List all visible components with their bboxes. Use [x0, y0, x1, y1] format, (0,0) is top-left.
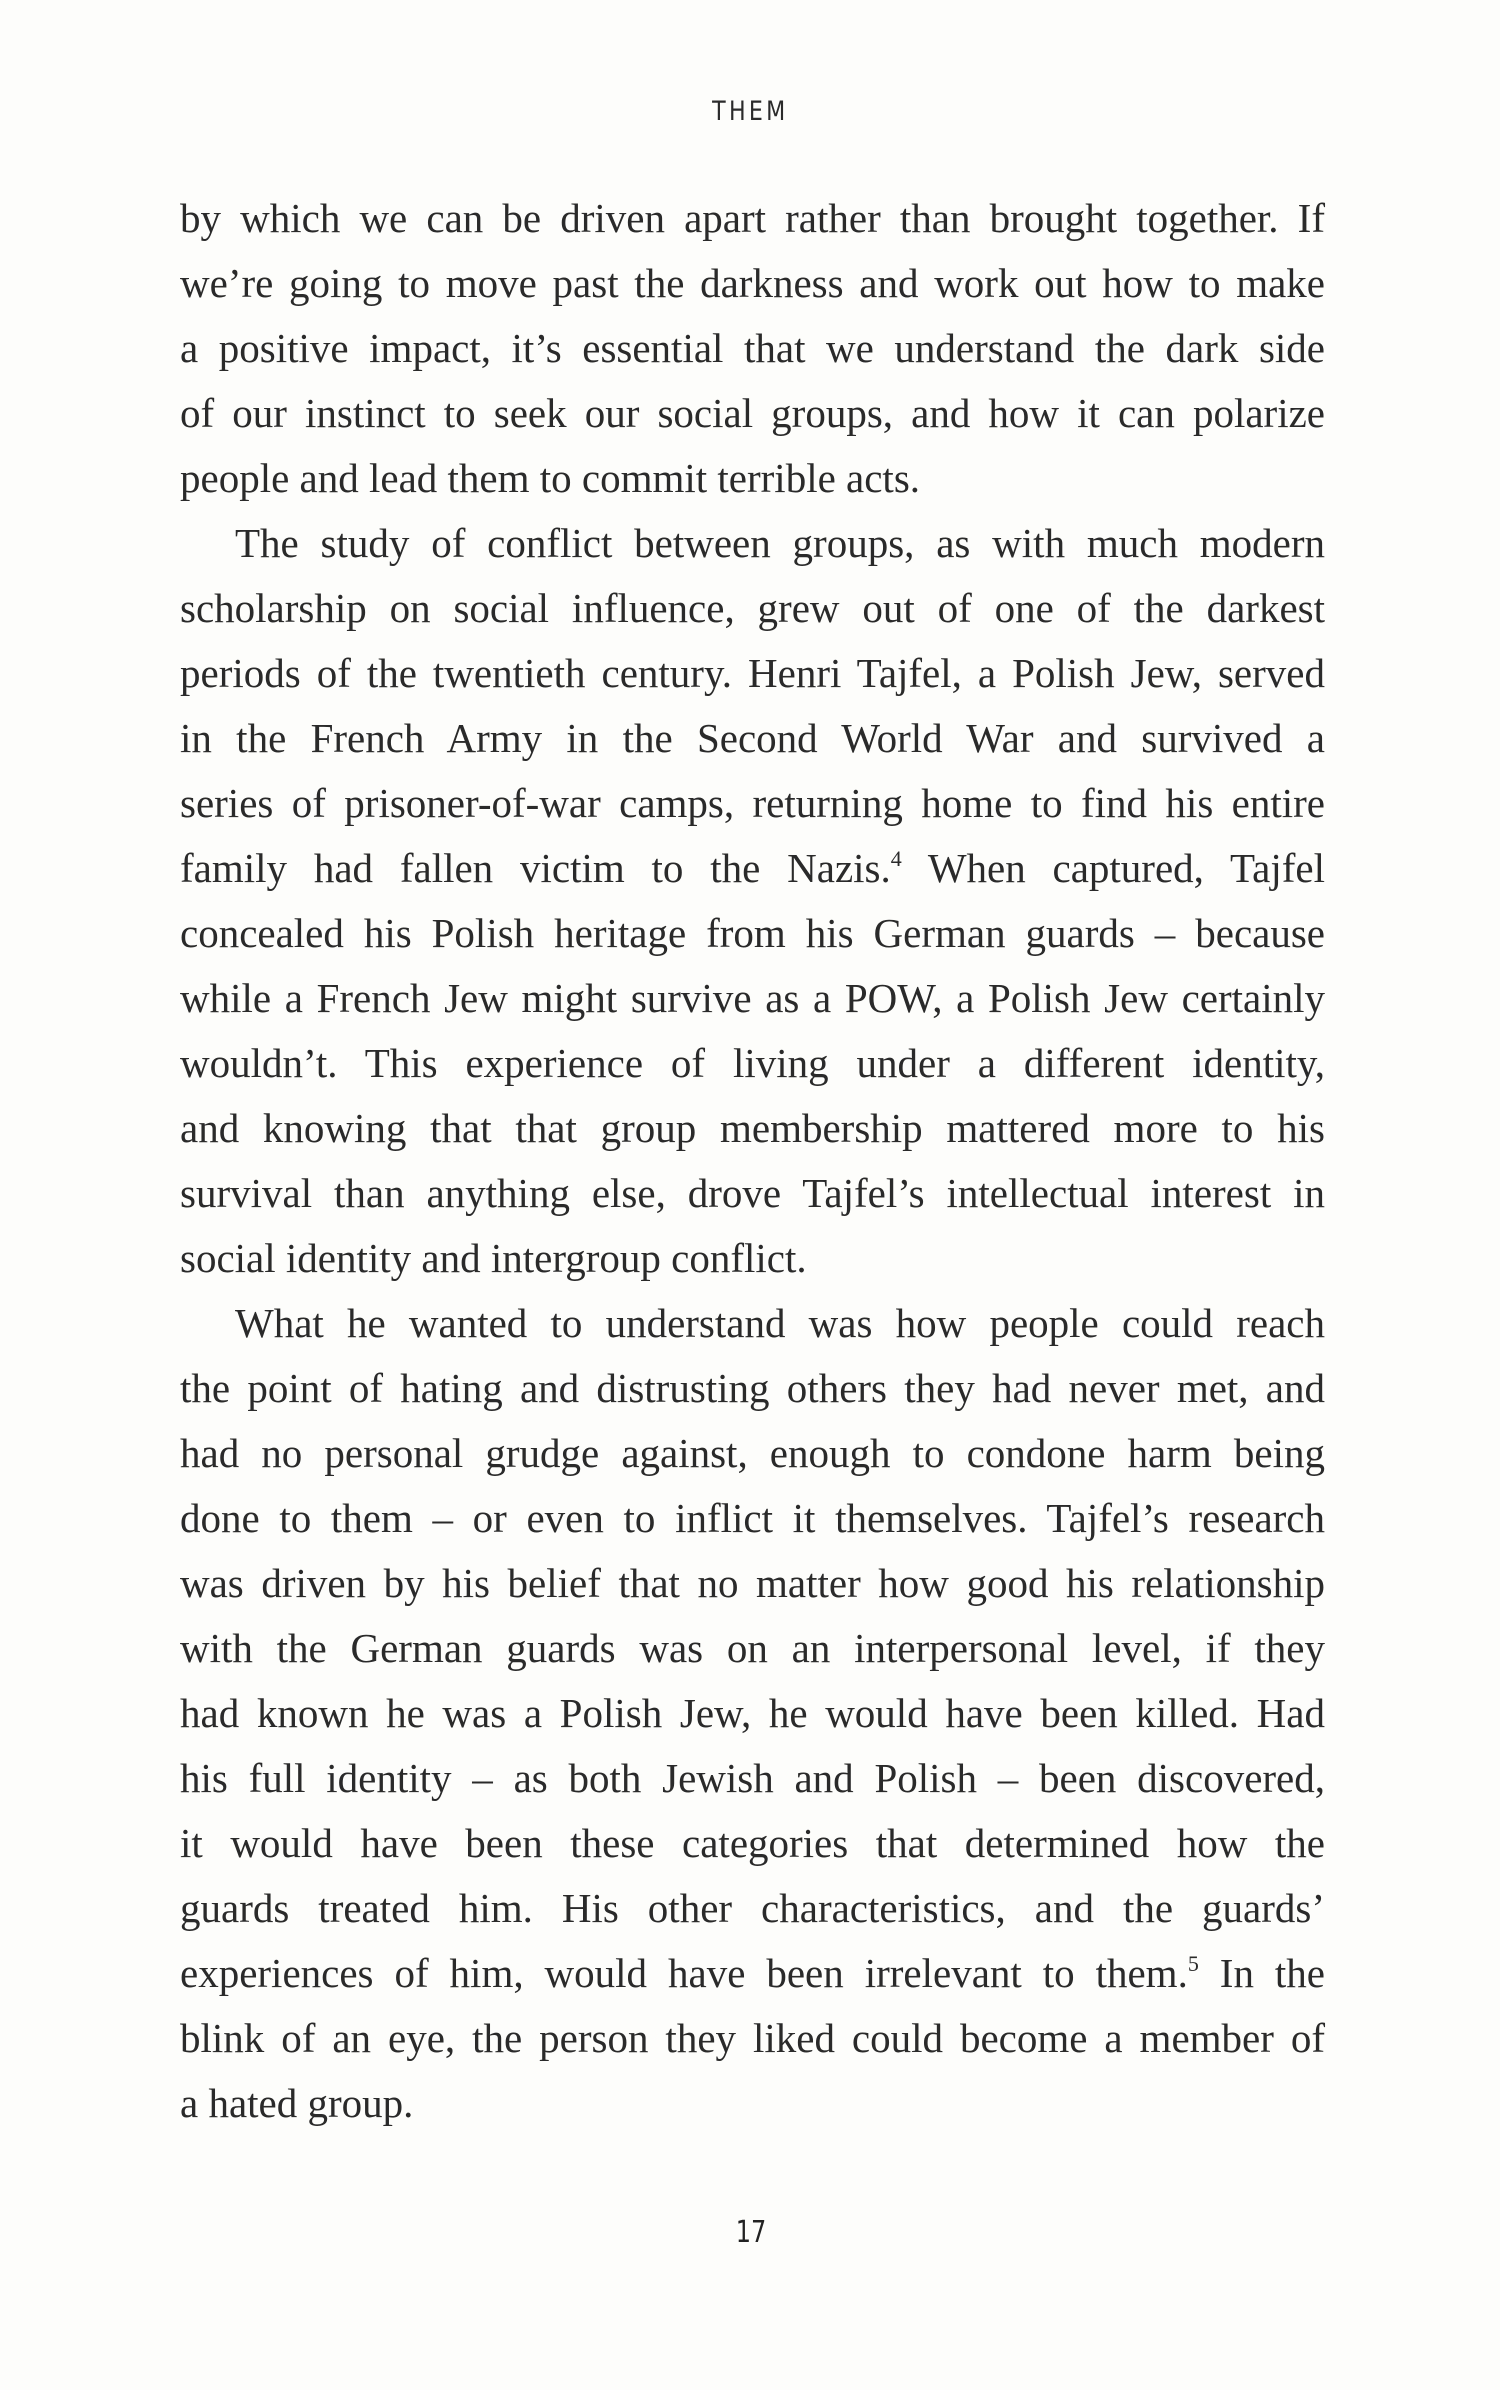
text-line: people and lead them to commit terrible acts. [180, 455, 921, 501]
text-line: a hated group. [180, 2080, 414, 2126]
text-line: survival than anything else, drove Tajfel’s intellectual interest in [180, 1170, 1325, 1216]
page-number: 17 [735, 2215, 767, 2250]
text-line: wouldn’t. This experience of living under a different identity, [180, 1040, 1325, 1086]
text-segment: In the [1198, 1950, 1325, 1996]
text-line: by which we can be driven apart rather than brought together. If [180, 195, 1325, 241]
footnote-ref-4[interactable]: 4 [890, 846, 902, 871]
running-head: THEM [712, 96, 789, 127]
text-line: blink of an eye, the person they liked could become a member of [180, 2015, 1325, 2061]
text-line: while a French Jew might survive as a POW, a Polish Jew certainly [180, 975, 1325, 1021]
text-segment: family had fallen victim to the Nazis. [180, 845, 891, 891]
text-line: the point of hating and distrusting others they had never met, and [180, 1365, 1325, 1411]
text-line: What he wanted to understand was how people could reach [235, 1300, 1325, 1346]
text-line [180, 1941, 1325, 2006]
paragraph-3 [180, 1291, 1325, 2136]
text-line: concealed his Polish heritage from his German guards – because [180, 910, 1325, 956]
text-line: guards treated him. His other characteristics, and the guards’ [180, 1885, 1325, 1931]
paragraph-1 [180, 186, 1325, 511]
text-line: was driven by his belief that no matter how good his relationship [180, 1560, 1325, 1606]
text-line: of our instinct to seek our social groups, and how it can polarize [180, 390, 1325, 436]
text-line: we’re going to move past the darkness and work out how to make [180, 260, 1325, 306]
text-segment: When captured, Tajfel [901, 845, 1325, 891]
text-line: done to them – or even to inflict it themselves. Tajfel’s research [180, 1495, 1325, 1541]
paragraph-2 [180, 511, 1325, 1291]
text-line: had known he was a Polish Jew, he would have been killed. Had [180, 1690, 1325, 1736]
text-line: a positive impact, it’s essential that we understand the dark side [180, 325, 1325, 371]
text-segment: experiences of him, would have been irrelevant to them. [180, 1950, 1188, 1996]
text-line: social identity and intergroup conflict. [180, 1235, 807, 1281]
text-line: his full identity – as both Jewish and Polish – been discovered, [180, 1755, 1325, 1801]
text-line: series of prisoner-of-war camps, returning home to find his entire [180, 780, 1325, 826]
text-line: periods of the twentieth century. Henri Tajfel, a Polish Jew, served [180, 650, 1325, 696]
text-line: and knowing that that group membership mattered more to his [180, 1105, 1325, 1151]
body-text [180, 186, 1325, 2136]
text-line [180, 836, 1325, 901]
text-line: with the German guards was on an interpersonal level, if they [180, 1625, 1325, 1671]
text-line: it would have been these categories that determined how the [180, 1820, 1325, 1866]
text-line: The study of conflict between groups, as with much modern [235, 520, 1325, 566]
text-line: scholarship on social influence, grew out of one of the darkest [180, 585, 1325, 631]
footnote-ref-5[interactable]: 5 [1187, 1951, 1199, 1976]
text-line: in the French Army in the Second World War and survived a [180, 715, 1325, 761]
text-line: had no personal grudge against, enough to condone harm being [180, 1430, 1325, 1476]
